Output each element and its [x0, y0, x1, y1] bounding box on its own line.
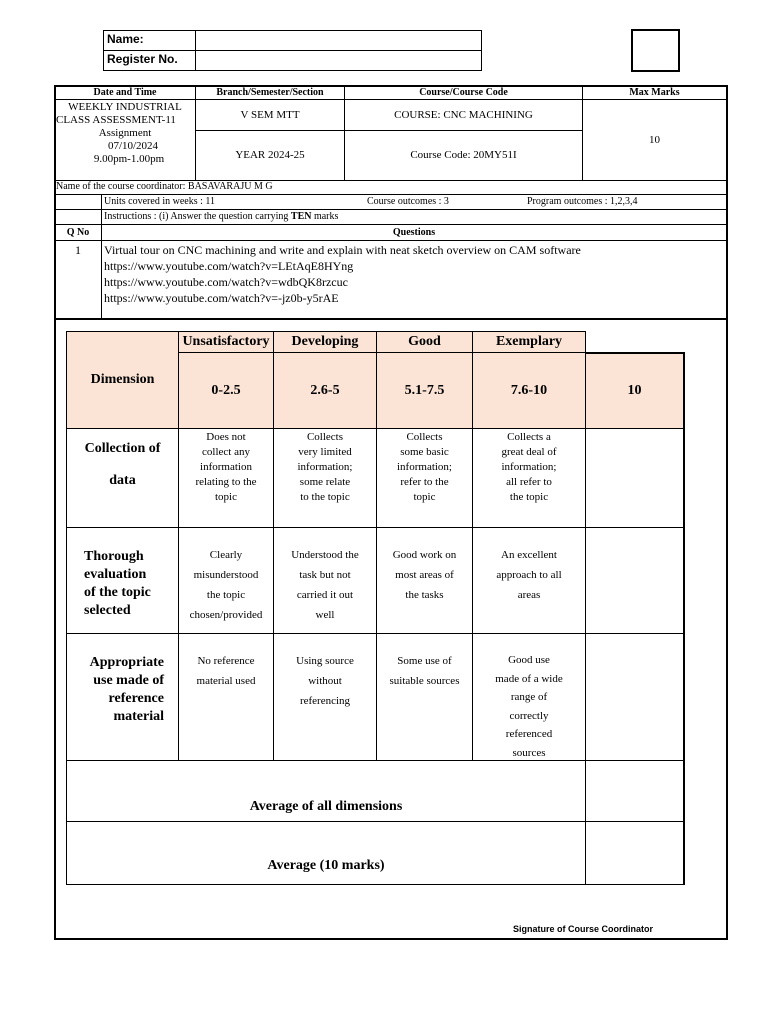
info-line-2 — [54, 194, 728, 195]
row3-unsatisfactory: No reference material used — [196, 655, 256, 687]
row3-developing: Using source without referencing — [296, 655, 354, 707]
average-10-score[interactable] — [586, 822, 683, 884]
q1-link-3[interactable]: https://www.youtube.com/watch?v=-jz0b-y5rAE — [104, 291, 339, 305]
instructions-emphasis: TEN — [290, 211, 312, 222]
row1-good: Collects some basic information; refer to the topic — [397, 431, 452, 503]
q1-link-1[interactable]: https://www.youtube.com/watch?v=LEtAqE8HYng — [104, 259, 354, 273]
row2-good: Good work on most areas of the tasks — [392, 549, 457, 601]
level-developing: Developing — [291, 334, 359, 349]
dimension-reference-material: Appropriate use made of reference material — [89, 655, 164, 724]
q1-body — [104, 242, 581, 306]
average-10-marks: Average (10 marks) — [267, 858, 385, 873]
dimension-collection-of-data — [67, 440, 178, 490]
assessment-title-line2: CLASS ASSESSMENT-11 — [56, 114, 176, 126]
col-header-date: Date and Time — [93, 86, 157, 98]
q1-text: Virtual tour on CNC machining and write and explain with neat sketch overview on CAM software — [104, 243, 581, 257]
row1-exemplary: Collects a great deal of information; all refer to the topic — [501, 431, 557, 503]
dimension-collection-line2: data — [109, 473, 136, 488]
row3-score[interactable] — [586, 634, 683, 760]
level-unsatisfactory: Unsatisfactory — [182, 334, 270, 349]
questions-bottom-line — [54, 318, 728, 320]
course-outcomes: Course outcomes : 3 — [367, 196, 449, 207]
assessment-time: 9.00pm-1.00pm — [93, 153, 165, 165]
row3-exemplary: Good use made of a wide range of correctly referenced sources — [495, 654, 563, 759]
dimension-thorough-evaluation: Thorough evaluation of the topic selected — [84, 549, 151, 618]
rubric-bottom — [66, 884, 684, 885]
col-header-branch: Branch/Semester/Section — [216, 86, 324, 98]
range-good: 5.1-7.5 — [404, 382, 445, 398]
row3-good: Some use of suitable sources — [389, 655, 460, 687]
average-all-score[interactable] — [586, 761, 683, 821]
instructions-prefix: Instructions : (i) Answer the question carrying — [104, 211, 291, 222]
course-value: COURSE: CNC MACHINING — [394, 108, 533, 121]
branch-value: V SEM MTT — [240, 108, 300, 121]
units-covered: Units covered in weeks : 11 — [104, 196, 215, 207]
col-header-course: Course/Course Code — [419, 86, 508, 98]
dimension-collection-line1: Collection of — [84, 441, 161, 456]
q1-number: 1 — [75, 243, 81, 257]
level-exemplary: Exemplary — [495, 334, 563, 349]
name-field[interactable] — [196, 31, 481, 49]
rubric-right — [683, 352, 685, 885]
questions-header-line — [54, 240, 728, 241]
instructions — [104, 211, 338, 223]
average-all-dimensions: Average of all dimensions — [249, 799, 403, 814]
coordinator-name: Name of the course coordinator: BASAVARAJU M G — [56, 181, 273, 192]
max-marks-value: 10 — [649, 133, 660, 146]
info-col-line — [101, 194, 102, 319]
row1-developing: Collects very limited information; some relate to the topic — [297, 431, 353, 503]
assessment-title-line3: Assignment — [98, 127, 152, 139]
assessment-date: 07/10/2024 — [107, 140, 159, 152]
instructions-suffix: marks — [311, 211, 339, 222]
row2-score[interactable] — [586, 528, 683, 633]
row2-exemplary: An excellent approach to all areas — [496, 549, 562, 601]
questions-header: Questions — [392, 226, 436, 238]
assessment-title — [55, 101, 195, 166]
qno-header: Q No — [66, 226, 90, 238]
range-developing: 2.6-5 — [310, 382, 340, 398]
level-good: Good — [408, 334, 441, 349]
signature-label: Signature of Course Coordinator — [513, 924, 654, 934]
name-label: Name: — [107, 32, 144, 46]
row2-unsatisfactory: Clearly misunderstood the topic chosen/provided — [189, 549, 263, 621]
range-exemplary: 7.6-10 — [510, 382, 548, 398]
register-label: Register No. — [107, 52, 178, 66]
year-value: YEAR 2024-25 — [235, 149, 305, 161]
row1-score[interactable] — [586, 429, 683, 527]
register-field[interactable] — [196, 51, 481, 70]
row2-developing: Understood the task but not carried it out well — [291, 549, 359, 621]
col-header-marks: Max Marks — [629, 86, 680, 98]
dimension-header: Dimension — [90, 372, 155, 387]
info-line-3 — [54, 209, 728, 210]
q1-link-2[interactable]: https://www.youtube.com/watch?v=wdbQK8rzcuc — [104, 275, 348, 289]
marks-box[interactable] — [631, 29, 680, 72]
assessment-title-line1: WEEKLY INDUSTRIAL — [68, 101, 182, 113]
program-outcomes: Program outcomes : 1,2,3,4 — [527, 196, 638, 207]
range-total: 10 — [627, 382, 642, 398]
row1-unsatisfactory: Does not collect any information relating to the topic — [195, 431, 257, 503]
course-code-value: Course Code: 20MY51I — [410, 149, 517, 161]
range-unsatisfactory: 0-2.5 — [211, 382, 241, 398]
